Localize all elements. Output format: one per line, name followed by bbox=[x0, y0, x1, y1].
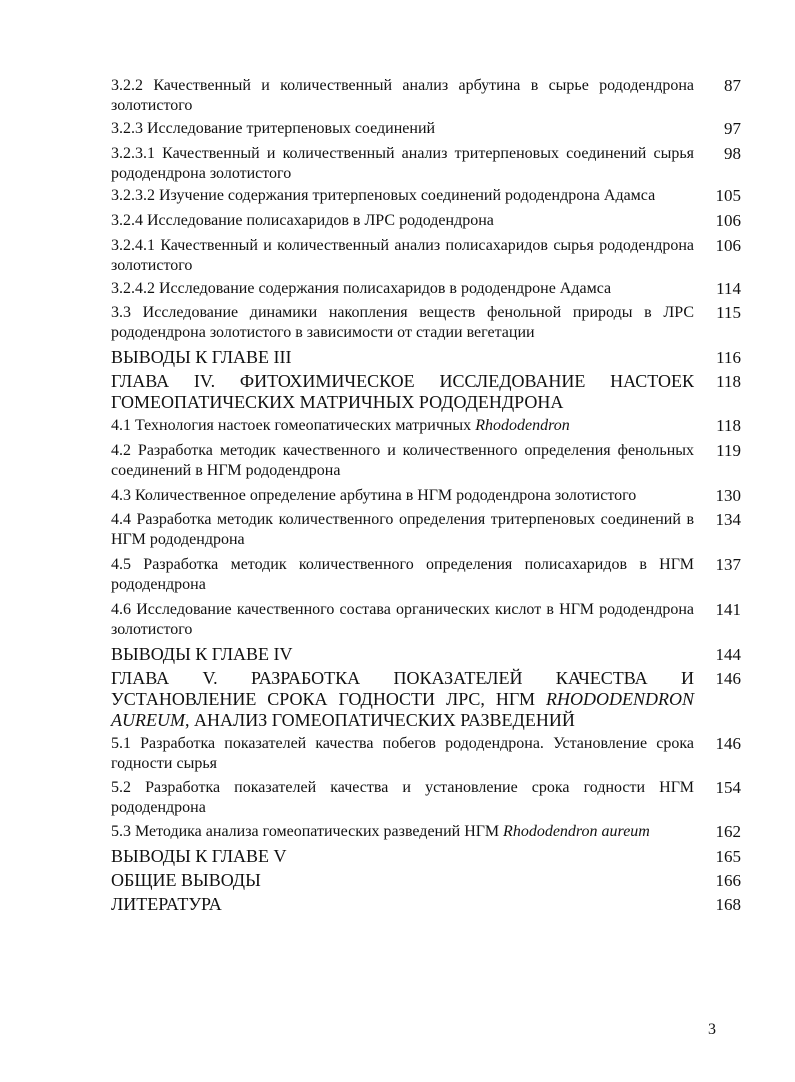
toc-entry-title: ВЫВОДЫ К ГЛАВЕ III bbox=[111, 347, 292, 367]
toc-entry-title: ВЫВОДЫ К ГЛАВЕ IV bbox=[111, 644, 293, 664]
toc-entry-title: 3.2.2 Качественный и количественный анализ арбутина в сырье рододендрона золотистого bbox=[111, 77, 694, 114]
toc-entry-title: 4.6 Исследование качественного состава органических кислот в НГМ рододендрона золотистого bbox=[111, 601, 694, 638]
toc-entry-title: 4.3 Количественное определение арбутина в НГМ рододендрона золотистого bbox=[111, 487, 637, 504]
toc-entry-page: 137 bbox=[715, 555, 741, 574]
toc-entry-page: 162 bbox=[715, 822, 741, 841]
toc-entry bbox=[111, 734, 741, 774]
toc-entry-title-text: 5.3 Методика анализа гомеопатических разведений НГМ bbox=[111, 823, 504, 840]
toc-entry bbox=[111, 144, 741, 184]
toc-entry-page: 105 bbox=[715, 186, 741, 205]
toc-entry-page: 119 bbox=[716, 441, 741, 460]
toc-entry-title bbox=[111, 822, 694, 842]
toc-entry bbox=[111, 441, 741, 481]
toc-entry-page: 144 bbox=[715, 645, 741, 664]
toc-entry-title-italic: RHODODENDRON AUREUM bbox=[111, 689, 694, 730]
toc-entry bbox=[111, 211, 741, 231]
toc-entry-title: 4.2 Разработка методик качественного и количественного определения фенольных соединений в НГМ рододендрона bbox=[111, 442, 694, 479]
toc-entry bbox=[111, 486, 741, 506]
toc-entry-page: 118 bbox=[716, 372, 741, 391]
toc-entry-title: 3.2.4.2 Исследование содержания полисахаридов в рододендроне Адамса bbox=[111, 280, 612, 297]
table-of-contents bbox=[111, 76, 741, 915]
toc-entry-page: 134 bbox=[715, 510, 741, 529]
toc-entry bbox=[111, 347, 741, 368]
toc-entry-page: 130 bbox=[715, 486, 741, 505]
toc-entry-title: 5.2 Разработка показателей качества и установление срока годности НГМ рододендрона bbox=[111, 779, 694, 816]
toc-entry bbox=[111, 822, 741, 842]
toc-entry-page: 165 bbox=[715, 847, 741, 866]
toc-entry bbox=[111, 644, 741, 665]
toc-entry-title: 4.4 Разработка методик количественного определения тритерпеновых соединений в НГМ рододендрона bbox=[111, 511, 694, 548]
toc-entry-title: ОБЩИЕ ВЫВОДЫ bbox=[111, 870, 261, 890]
page-number: 3 bbox=[708, 1021, 716, 1038]
toc-entry bbox=[111, 555, 741, 595]
toc-entry bbox=[111, 236, 741, 276]
toc-entry-title: 3.2.4 Исследование полисахаридов в ЛРС рододендрона bbox=[111, 212, 494, 229]
toc-entry-title bbox=[111, 416, 694, 436]
toc-entry bbox=[111, 279, 741, 299]
toc-entry-page: 116 bbox=[716, 348, 741, 367]
toc-entry-title: ГЛАВА IV. ФИТОХИМИЧЕСКОЕ ИССЛЕДОВАНИЕ НАСТОЕК ГОМЕОПАТИЧЕСКИХ МАТРИЧНЫХ РОДОДЕНДРОНА bbox=[111, 371, 694, 412]
toc-entry bbox=[111, 119, 741, 139]
toc-entry bbox=[111, 510, 741, 550]
toc-entry bbox=[111, 894, 741, 915]
toc-entry bbox=[111, 371, 741, 413]
toc-entry-title-italic: Rhododendron bbox=[475, 417, 570, 434]
toc-entry bbox=[111, 600, 741, 640]
toc-entry-title-text: ГЛАВА V. РАЗРАБОТКА ПОКАЗАТЕЛЕЙ КАЧЕСТВА И УСТАНОВЛЕНИЕ СРОКА ГОДНОСТИ ЛРС, НГМ bbox=[111, 668, 694, 709]
toc-entry-page: 168 bbox=[715, 895, 741, 914]
toc-entry bbox=[111, 303, 741, 343]
toc-entry-page: 106 bbox=[715, 236, 741, 255]
toc-entry-page: 166 bbox=[715, 871, 741, 890]
toc-entry-title: ЛИТЕРАТУРА bbox=[111, 894, 222, 914]
toc-entry bbox=[111, 668, 741, 731]
toc-entry-page: 154 bbox=[715, 778, 741, 797]
toc-entry-page: 118 bbox=[716, 416, 741, 435]
toc-entry bbox=[111, 76, 741, 116]
toc-entry bbox=[111, 186, 741, 206]
toc-entry-title: ВЫВОДЫ К ГЛАВЕ V bbox=[111, 846, 287, 866]
toc-entry-title: 3.2.3.1 Качественный и количественный анализ тритерпеновых соединений сырья рододендрона золотистого bbox=[111, 145, 694, 182]
toc-entry-page: 146 bbox=[715, 669, 741, 688]
toc-entry-page: 114 bbox=[716, 279, 741, 298]
toc-entry-title bbox=[111, 668, 694, 731]
toc-entry bbox=[111, 870, 741, 891]
toc-entry-title: 3.2.4.1 Качественный и количественный анализ полисахаридов сырья рододендрона золотистого bbox=[111, 237, 694, 274]
toc-entry-title: 4.5 Разработка методик количественного определения полисахаридов в НГМ рододендрона bbox=[111, 556, 694, 593]
toc-entry-title: 3.2.3 Исследование тритерпеновых соединений bbox=[111, 120, 436, 137]
toc-entry-title: 3.3 Исследование динамики накопления веществ фенольной природы в ЛРС рододендрона золотистого в зависимости от стадии вегетации bbox=[111, 304, 694, 341]
toc-entry-title-italic: Rhododendron aureum bbox=[503, 823, 650, 840]
toc-entry-title: 3.2.3.2 Изучение содержания тритерпеновых соединений рододендрона Адамса bbox=[111, 187, 656, 204]
toc-entry-page: 141 bbox=[715, 600, 741, 619]
toc-entry-title-text: , АНАЛИЗ ГОМЕОПАТИЧЕСКИХ РАЗВЕДЕНИЙ bbox=[184, 710, 575, 730]
toc-entry-page: 87 bbox=[724, 76, 741, 95]
toc-entry-page: 115 bbox=[716, 303, 741, 322]
toc-entry bbox=[111, 778, 741, 818]
toc-entry-page: 98 bbox=[724, 144, 741, 163]
toc-entry-page: 106 bbox=[715, 211, 741, 230]
toc-entry-page: 146 bbox=[715, 734, 741, 753]
toc-entry bbox=[111, 416, 741, 436]
toc-entry-title-text: 4.1 Технология настоек гомеопатических матричных bbox=[111, 417, 476, 434]
toc-entry-title: 5.1 Разработка показателей качества побегов рододендрона. Установление срока годности сырья bbox=[111, 735, 694, 772]
toc-entry bbox=[111, 846, 741, 867]
toc-entry-page: 97 bbox=[724, 119, 741, 138]
